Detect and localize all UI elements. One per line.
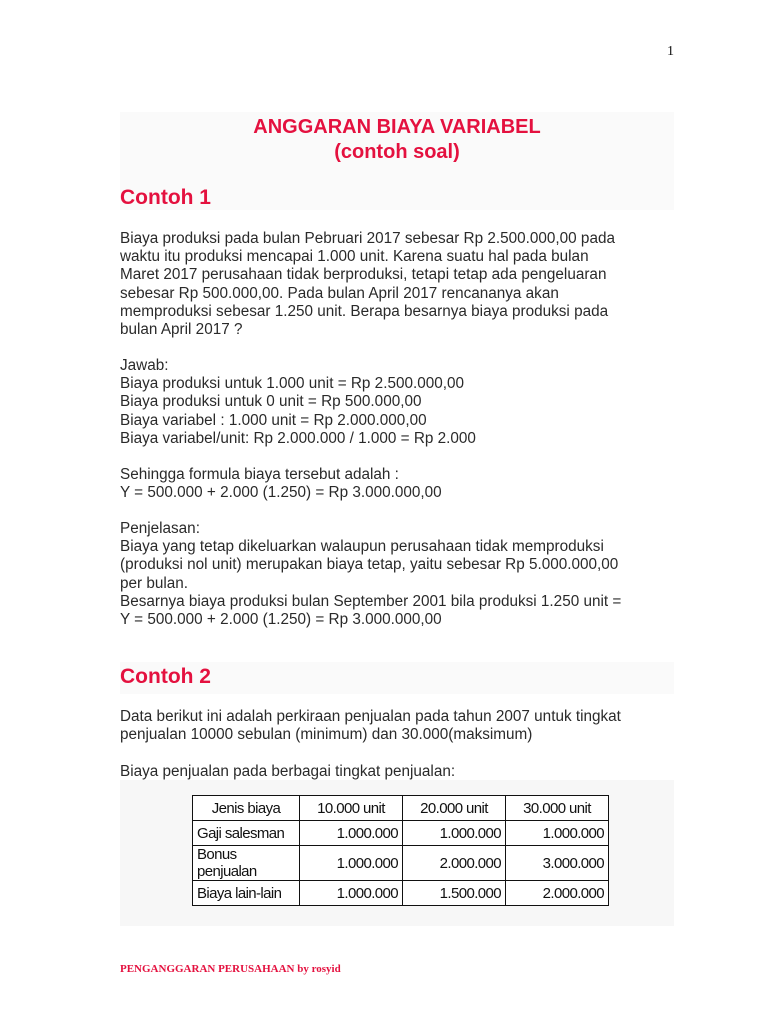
contoh-1-formula xyxy=(120,466,680,502)
table-header-cell: Jenis biaya xyxy=(193,796,300,821)
text-line: Biaya variabel/unit: Rp 2.000.000 / 1.000 = Rp 2.000 xyxy=(120,429,476,447)
text-line: Data berikut ini adalah perkiraan penjualan pada tahun 2007 untuk tingkat xyxy=(120,708,621,725)
section-heading-contoh-1: Contoh 1 xyxy=(120,186,211,209)
cost-table xyxy=(192,795,609,906)
text-line: Maret 2017 perusahaan tidak berproduksi, tetapi tetap ada pengeluaran xyxy=(120,266,607,284)
text-line: Biaya produksi pada bulan Pebruari 2017 sebesar Rp 2.500.000,00 pada xyxy=(120,230,615,247)
table-cell: 2.000.000 xyxy=(403,846,506,881)
page-footer: PENGANGGARAN PERUSAHAAN by rosyid xyxy=(120,963,341,975)
table-header-cell: 10.000 unit xyxy=(300,796,403,821)
text-line: Biaya produksi untuk 0 unit = Rp 500.000,00 xyxy=(120,393,422,411)
text-line: bulan April 2017 ? xyxy=(120,321,243,339)
text-line: Sehingga formula biaya tersebut adalah : xyxy=(120,466,399,483)
contoh-2-intro xyxy=(120,708,680,744)
table-cell: 1.000.000 xyxy=(403,821,506,846)
table-row xyxy=(193,846,609,881)
table-header-row xyxy=(193,796,609,821)
table-cell: Bonus penjualan xyxy=(193,846,300,881)
table-row xyxy=(193,881,609,906)
text-line: waktu itu produksi mencapai 1.000 unit. Karena suatu hal pada bulan xyxy=(120,248,589,266)
document-subtitle: (contoh soal) xyxy=(334,141,460,163)
table-cell: 3.000.000 xyxy=(506,846,609,881)
page-number: 1 xyxy=(667,44,674,59)
table-row xyxy=(193,821,609,846)
text-line: Biaya variabel : 1.000 unit = Rp 2.000.000,00 xyxy=(120,411,427,429)
table-header-cell: 20.000 unit xyxy=(403,796,506,821)
text-line: Jawab: xyxy=(120,357,169,374)
text-line: memproduksi sebesar 1.250 unit. Berapa besarnya biaya produksi pada xyxy=(120,302,609,320)
text-line: Biaya yang tetap dikeluarkan walaupun perusahaan tidak memproduksi xyxy=(120,538,604,556)
text-line: per bulan. xyxy=(120,574,189,592)
table-cell: 1.000.000 xyxy=(300,881,403,906)
contoh-1-answer xyxy=(120,357,680,448)
table-caption xyxy=(120,763,680,781)
table-cell: 1.000.000 xyxy=(300,821,403,846)
text-line: Biaya produksi untuk 1.000 unit = Rp 2.500.000,00 xyxy=(120,375,465,393)
text-line: penjualan 10000 sebulan (minimum) dan 30.000(maksimum) xyxy=(120,726,533,744)
text-line: Besarnya biaya produksi bulan September 2001 bila produksi 1.250 unit = xyxy=(120,592,622,610)
table-header-cell: 30.000 unit xyxy=(506,796,609,821)
contoh-1-question xyxy=(120,230,680,339)
table-cell: 1.500.000 xyxy=(403,881,506,906)
text-line: Biaya penjualan pada berbagai tingkat penjualan: xyxy=(120,763,456,780)
text-line: (produksi nol unit) merupakan biaya tetap, yaitu sebesar Rp 5.000.000,00 xyxy=(120,556,619,574)
text-line: Y = 500.000 + 2.000 (1.250) = Rp 3.000.000,00 xyxy=(120,484,442,502)
table-cell: 1.000.000 xyxy=(300,846,403,881)
text-line: sebesar Rp 500.000,00. Pada bulan April 2017 rencananya akan xyxy=(120,284,559,302)
document-title: ANGGARAN BIAYA VARIABEL xyxy=(253,116,541,138)
section-heading-contoh-2: Contoh 2 xyxy=(120,665,211,688)
text-line: Penjelasan: xyxy=(120,520,200,537)
table-cell: Biaya lain-lain xyxy=(193,881,300,906)
table-cell: 2.000.000 xyxy=(506,881,609,906)
contoh-1-explanation xyxy=(120,520,680,629)
table-cell: 1.000.000 xyxy=(506,821,609,846)
table-cell: Gaji salesman xyxy=(193,821,300,846)
text-line: Y = 500.000 + 2.000 (1.250) = Rp 3.000.000,00 xyxy=(120,611,442,629)
